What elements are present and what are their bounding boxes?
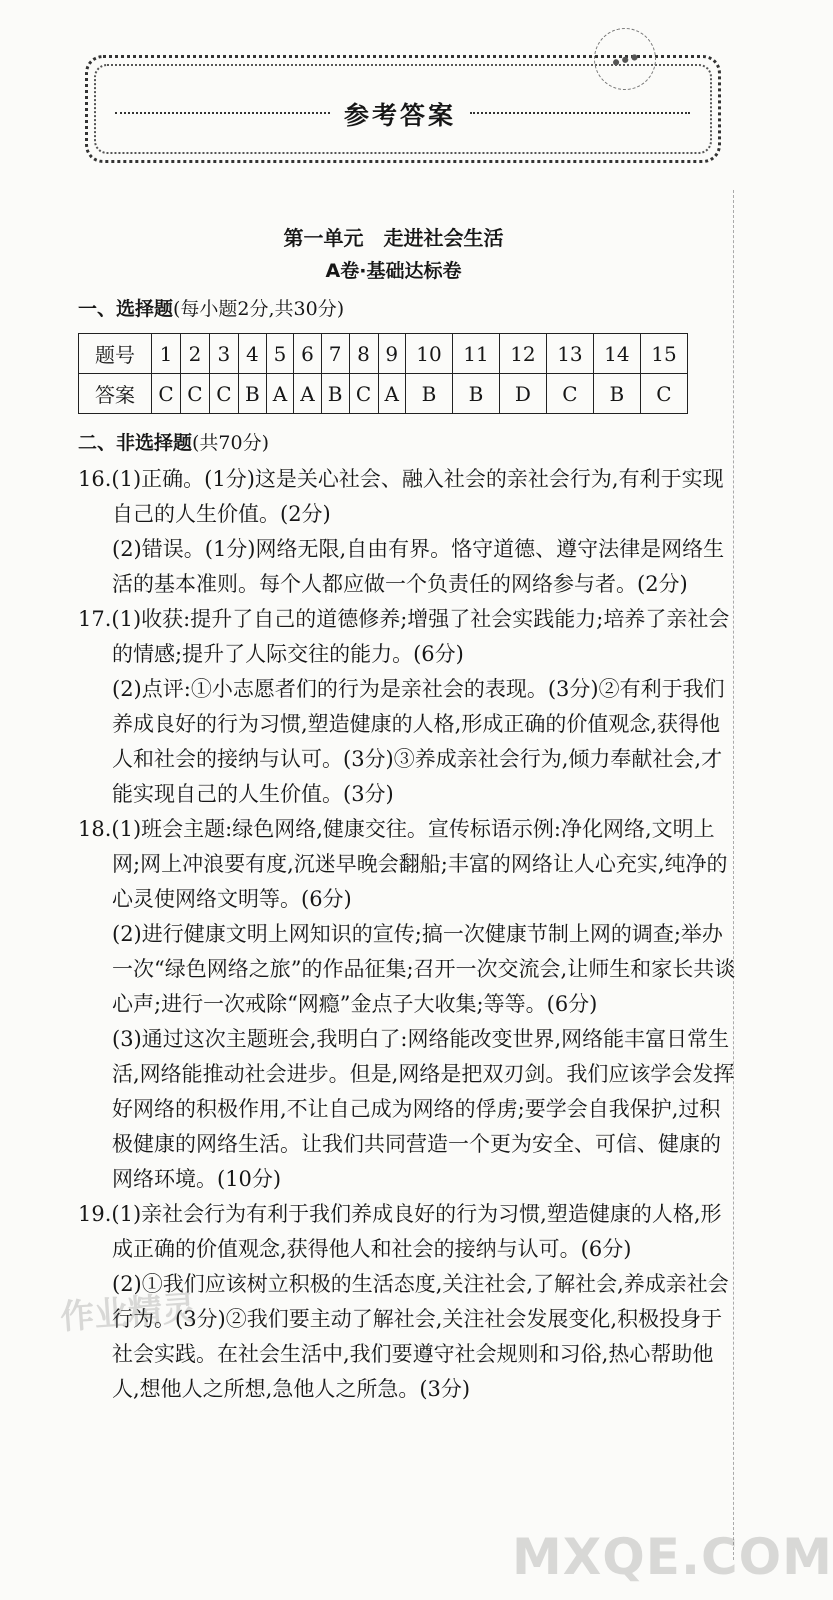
stamp-seal: ● ● ● xyxy=(587,21,663,97)
q-number: 2 xyxy=(180,334,209,374)
table-row-answers xyxy=(79,374,688,414)
answer-paragraph: (3)通过这次主题班会,我明白了:网络能改变世界,网络能丰富日常生活,网络能推动社会进步。但是,网络是把双刃剑。我们应该学会发挥好网络的积极作用,不让自己成为网络的俘虏;要学会自我保护,过积极健康的网络生活。让我们共同营造一个更为安全、可信、健康的网络环境。(10分) xyxy=(112,1027,735,1191)
answer-table xyxy=(78,333,688,414)
section-2-score: (共70分) xyxy=(192,432,270,454)
section-2-heading xyxy=(78,428,269,455)
header-rule-left xyxy=(115,112,330,114)
answer-cell: B xyxy=(593,374,640,414)
answer-cell: A xyxy=(266,374,293,414)
answer-cell: D xyxy=(499,374,546,414)
watermark-left: 作业精灵 xyxy=(59,1288,198,1338)
question-18 xyxy=(78,812,738,1197)
answer-cell: B xyxy=(321,374,349,414)
q-number: 5 xyxy=(266,334,293,374)
section-1-score: (每小题2分,共30分) xyxy=(173,298,345,320)
answer-paragraph: 16.(1)正确。(1分)这是关心社会、融入社会的亲社会行为,有利于实现自己的人生价值。(2分) xyxy=(78,467,724,526)
answer-body xyxy=(78,462,738,1407)
answer-paragraph: 19.(1)亲社会行为有利于我们养成良好的行为习惯,塑造健康的人格,形成正确的价值观念,获得他人和社会的接纳与认可。(6分) xyxy=(78,1202,722,1261)
answer-cell: C xyxy=(640,374,687,414)
row-label: 答案 xyxy=(79,374,152,414)
answer-cell: C xyxy=(349,374,378,414)
question-17 xyxy=(78,602,738,812)
answer-cell: C xyxy=(209,374,238,414)
section-1-heading xyxy=(78,294,344,321)
watermark-right: MXQE.COM xyxy=(512,1528,833,1586)
answer-cell: A xyxy=(378,374,405,414)
answer-cell: B xyxy=(405,374,452,414)
answer-paragraph: (2)①我们应该树立积极的生活态度,关注社会,了解社会,养成亲社会行为。(3分)②我们要主动了解社会,关注社会发展变化,积极投身于社会实践。在社会生活中,我们要遵守社会规则和习俗,热心帮助他人,想他人之所想,急他人之所急。(3分) xyxy=(112,1272,729,1401)
q-number: 7 xyxy=(321,334,349,374)
q-number: 4 xyxy=(238,334,266,374)
q-number: 12 xyxy=(499,334,546,374)
answer-paragraph: (2)点评:①小志愿者们的行为是亲社会的表现。(3分)②有利于我们养成良好的行为习惯,塑造健康的人格,形成正确的价值观念,获得他人和社会的接纳与认可。(3分)③养成亲社会行为,倾力奉献社会,才能实现自己的人生价值。(3分) xyxy=(112,677,725,806)
section-1-label: 一、选择题 xyxy=(78,298,174,320)
answer-cell: B xyxy=(452,374,499,414)
answer-cell: C xyxy=(546,374,593,414)
answer-paragraph: (2)进行健康文明上网知识的宣传;搞一次健康节制上网的调查;举办一次“绿色网络之旅”的作品征集;召开一次交流会,让师生和家长共谈心声;进行一次戒除“网瘾”金点子大收集;等等。(6分) xyxy=(112,922,736,1016)
question-16 xyxy=(78,462,738,602)
q-number: 3 xyxy=(209,334,238,374)
q-number: 9 xyxy=(378,334,405,374)
answer-paragraph: 17.(1)收获:提升了自己的道德修养;增强了社会实践能力;培养了亲社会的情感;提升了人际交往的能力。(6分) xyxy=(78,607,730,666)
q-number: 8 xyxy=(349,334,378,374)
section-2-label: 二、非选择题 xyxy=(78,432,193,454)
q-number: 15 xyxy=(640,334,687,374)
header-rule-right xyxy=(470,112,690,114)
q-number: 13 xyxy=(546,334,593,374)
q-number: 6 xyxy=(294,334,321,374)
q-number: 11 xyxy=(452,334,499,374)
page-title: 参考答案 xyxy=(343,101,456,130)
answer-paragraph: (2)错误。(1分)网络无限,自由有界。恪守道德、遵守法律是网络生活的基本准则。每个人都应做一个负责任的网络参与者。(2分) xyxy=(112,537,725,596)
q-number: 14 xyxy=(593,334,640,374)
answer-paragraph: 18.(1)班会主题:绿色网络,健康交往。宣传标语示例:净化网络,文明上网;网上冲浪要有度,沉迷早晚会翻船;丰富的网络让人心充实,纯净的心灵使网络文明等。(6分) xyxy=(78,817,728,911)
unit-title: 第一单元 走进社会生活 xyxy=(283,226,504,250)
answer-cell: B xyxy=(238,374,266,414)
paper-title: A卷·基础达标卷 xyxy=(325,260,462,282)
q-number: 1 xyxy=(152,334,181,374)
table-row-numbers xyxy=(79,334,688,374)
q-number: 10 xyxy=(405,334,452,374)
row-label: 题号 xyxy=(79,334,152,374)
answer-cell: A xyxy=(294,374,321,414)
answer-cell: C xyxy=(152,374,181,414)
answer-cell: C xyxy=(180,374,209,414)
